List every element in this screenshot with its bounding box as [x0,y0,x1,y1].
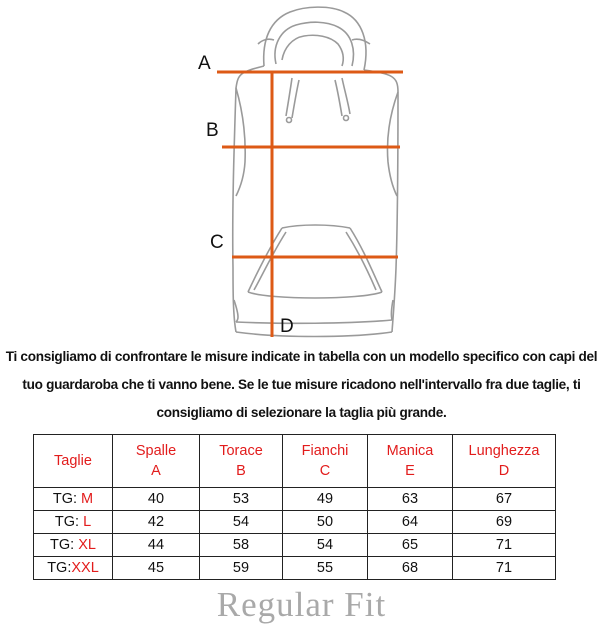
advice-line: tuo guardaroba che ti vanno bene. Se le tue misure ricadono nell'intervallo fra due taglie, ti [22,377,581,392]
header-chest: Torace B [200,435,283,488]
value-cell: 53 [200,488,283,511]
value-cell: 63 [368,488,453,511]
header-sleeve: Manica E [368,435,453,488]
value-cell: 69 [453,511,556,534]
label-c: C [210,232,224,253]
value-cell: 58 [200,534,283,557]
value-cell: 65 [368,534,453,557]
table-row [34,534,556,557]
value-cell: 50 [283,511,368,534]
value-cell: 64 [368,511,453,534]
size-cell: TG: L [34,511,113,534]
value-cell: 49 [283,488,368,511]
value-cell: 55 [283,557,368,580]
label-b: B [206,120,219,141]
value-cell: 59 [200,557,283,580]
value-cell: 54 [283,534,368,557]
value-cell: 67 [453,488,556,511]
header-hips: Fianchi C [283,435,368,488]
advice-line: Ti consigliamo di confrontare le misure indicate in tabella con un modello specifico con capi del [5,349,598,364]
fit-label: Regular Fit [216,585,387,624]
value-cell: 42 [113,511,200,534]
value-cell: 40 [113,488,200,511]
garment-outline [233,7,398,336]
label-a: A [198,53,211,74]
value-cell: 71 [453,557,556,580]
size-cell: TG: XL [34,534,113,557]
value-cell: 71 [453,534,556,557]
table-row [34,488,556,511]
header-shoulders: Spalle A [113,435,200,488]
size-cell: TG:XXL [34,557,113,580]
value-cell: 68 [368,557,453,580]
advice-line: consigliamo di selezionare la taglia più grande. [156,405,447,420]
size-table-header-row [34,435,556,488]
size-advice-text [0,343,603,427]
header-sizes: Taglie [34,435,113,488]
value-cell: 54 [200,511,283,534]
value-cell: 45 [113,557,200,580]
header-length: Lunghezza D [453,435,556,488]
table-row [34,511,556,534]
value-cell: 44 [113,534,200,557]
label-d: D [280,316,294,337]
size-table [33,434,556,580]
table-row [34,557,556,580]
size-cell: TG: M [34,488,113,511]
